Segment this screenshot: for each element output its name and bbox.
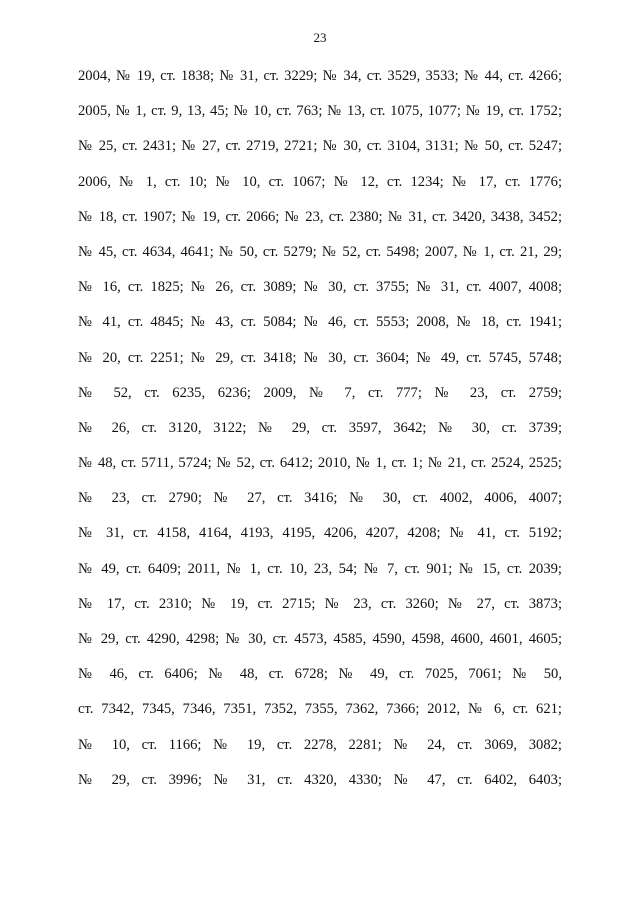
text-line-19: ст. 7342, 7345, 7346, 7351, 7352, 7355, 7362, 7366; 2012, № 6, ст. 621; (78, 701, 562, 718)
text-line-17: № 29, ст. 4290, 4298; № 30, ст. 4573, 4585, 4590, 4598, 4600, 4601, 4605; (78, 631, 562, 647)
text-line-7: № 16, ст. 1825; № 26, ст. 3089; № 30, ст. 3755; № 31, ст. 4007, 4008; (78, 279, 562, 296)
page-number: 23 (313, 30, 327, 45)
text-line-11: № 26, ст. 3120, 3122; № 29, ст. 3597, 3642; № 30, ст. 3739; (78, 419, 562, 436)
text-line-2: 2005, № 1, ст. 9, 13, 45; № 10, ст. 763; № 13, ст. 1075, 1077; № 19, ст. 1752; (78, 103, 562, 120)
text-line-18: № 46, ст. 6406; № 48, ст. 6728; № 49, ст. 7025, 7061; № 50, (78, 666, 562, 683)
text-line-12: № 48, ст. 5711, 5724; № 52, ст. 6412; 2010, № 1, ст. 1; № 21, ст. 2524, 2525; (78, 455, 562, 472)
text-line-16: № 17, ст. 2310; № 19, ст. 2715; № 23, ст. 3260; № 27, ст. 3873; (78, 595, 562, 612)
text-line-13: № 23, ст. 2790; № 27, ст. 3416; № 30, ст. 4002, 4006, 4007; (78, 490, 562, 507)
text-line-4: 2006, № 1, ст. 10; № 10, ст. 1067; № 12, ст. 1234; № 17, ст. 1776; (78, 173, 562, 190)
text-line-3: № 25, ст. 2431; № 27, ст. 2719, 2721; № 30, ст. 3104, 3131; № 50, ст. 5247; (78, 138, 562, 155)
text-line-14: № 31, ст. 4158, 4164, 4193, 4195, 4206, 4207, 4208; № 41, ст. 5192; (78, 525, 562, 542)
text-line-5: № 18, ст. 1907; № 19, ст. 2066; № 23, ст. 2380; № 31, ст. 3420, 3438, 3452; (78, 208, 562, 225)
text-line-6: № 45, ст. 4634, 4641; № 50, ст. 5279; № 52, ст. 5498; 2007, № 1, ст. 21, 29; (78, 243, 562, 260)
body-text (78, 67, 562, 806)
text-line-10: № 52, ст. 6235, 6236; 2009, № 7, ст. 777; № 23, ст. 2759; (78, 384, 562, 401)
text-line-20: № 10, ст. 1166; № 19, ст. 2278, 2281; № 24, ст. 3069, 3082; (78, 736, 562, 753)
text-line-21: № 29, ст. 3996; № 31, ст. 4320, 4330; № 47, ст. 6402, 6403; (78, 771, 562, 788)
text-line-15: № 49, ст. 6409; 2011, № 1, ст. 10, 23, 54; № 7, ст. 901; № 15, ст. 2039; (78, 560, 562, 577)
text-line-1: 2004, № 19, ст. 1838; № 31, ст. 3229; № 34, ст. 3529, 3533; № 44, ст. 4266; (78, 68, 562, 84)
text-line-8: № 41, ст. 4845; № 43, ст. 5084; № 46, ст. 5553; 2008, № 18, ст. 1941; (78, 314, 562, 331)
text-line-9: № 20, ст. 2251; № 29, ст. 3418; № 30, ст. 3604; № 49, ст. 5745, 5748; (78, 349, 562, 366)
